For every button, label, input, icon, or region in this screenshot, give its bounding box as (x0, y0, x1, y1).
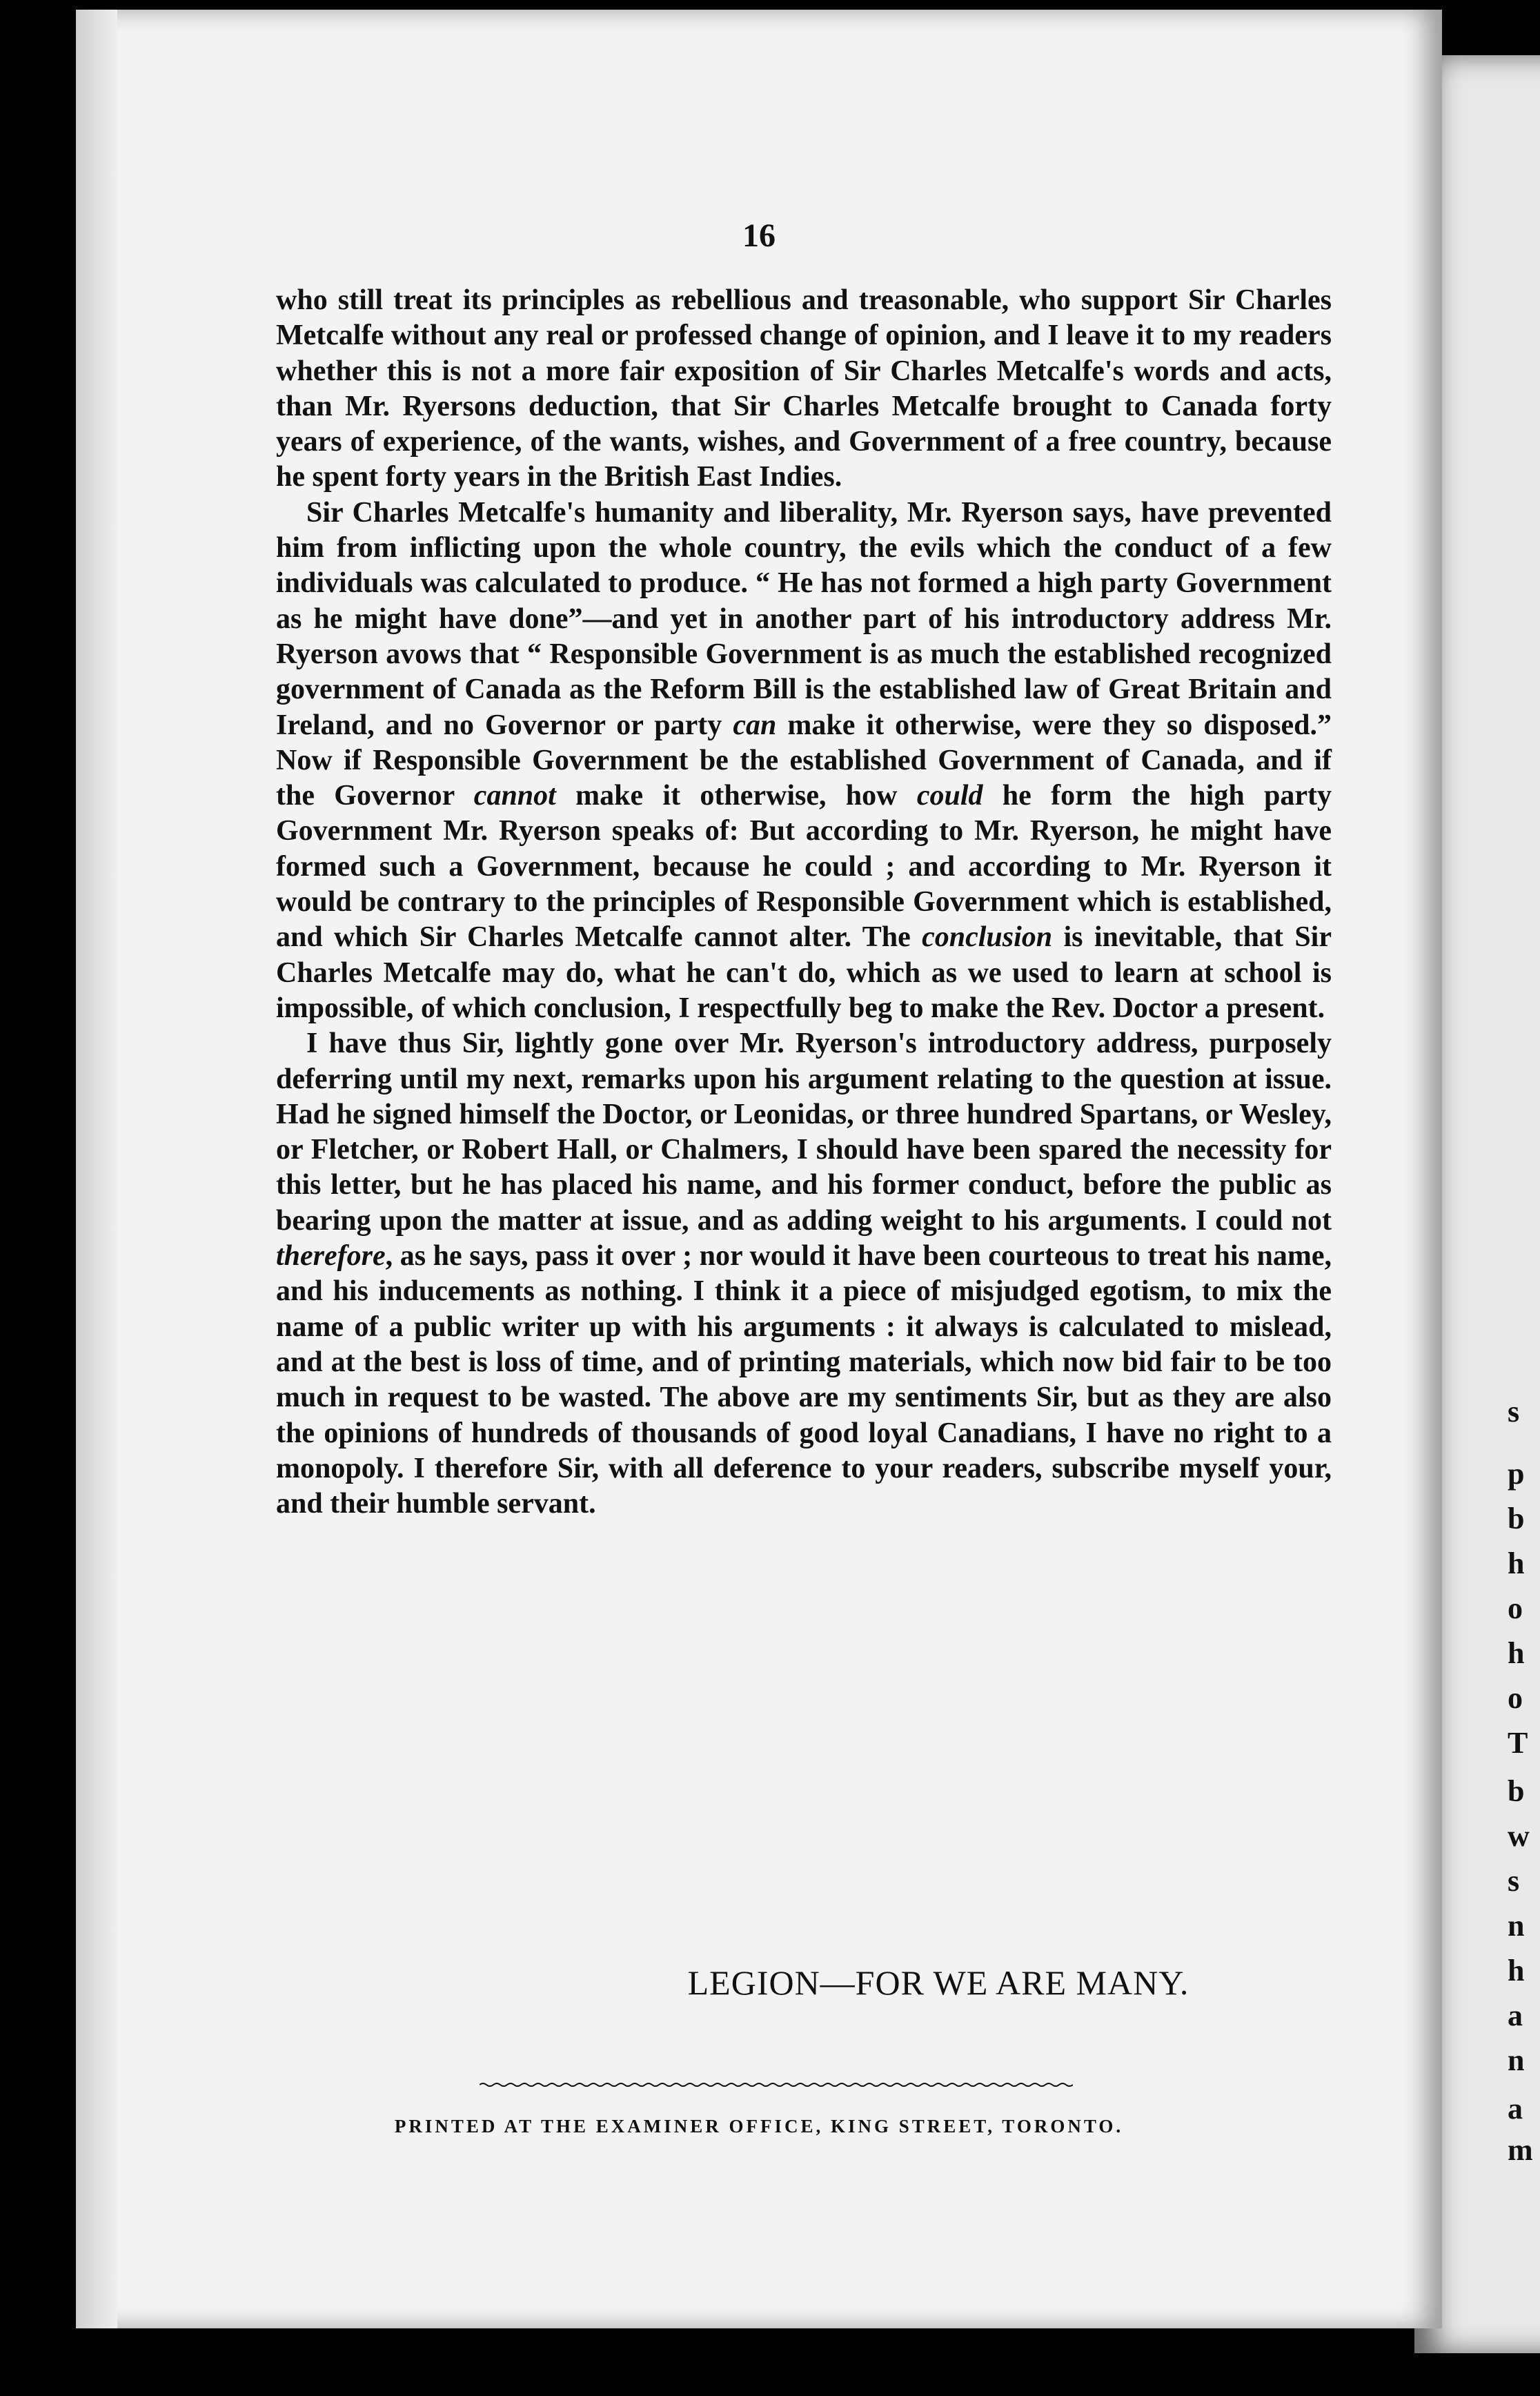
book-page (76, 10, 1442, 2328)
facing-page-letter: m (1508, 2133, 1533, 2167)
signature: LEGION—FOR WE ARE MANY. (687, 1963, 1189, 2002)
facing-page-letter: n (1508, 2043, 1525, 2077)
facing-page-letter: o (1508, 1681, 1523, 1715)
facing-page-letter: n (1508, 1909, 1525, 1943)
facing-page-letter: h (1508, 1954, 1525, 1987)
facing-page-letter: o (1508, 1591, 1523, 1625)
facing-page-letter: s (1508, 1395, 1520, 1428)
paragraph-closing: I have thus Sir, lightly gone over Mr. Ryerson's introductory address, purposely deferring until my next, remarks upon his argument relating to the question at issue. Had he signed himself the Doctor, or Leonidas, or three hundred Spartans, or Wesley, or Fletcher, or Robert Hall, or Chalmers, I should have been spared the necessity for this letter, but he has placed his name, and his former conduct, before the public as bearing upon the matter at issue, and as adding weight to his arguments. I could not therefore, as he says, pass it over ; nor would it have been courteous to treat his name, and his inducements as nothing. I think it a piece of misjudged egotism, to mix the name of a public writer up with his arguments : it always is calculated to mislead, and at the best is loss of time, and of printing materials, which now bid fair to be too much in request to be wasted. The above are my sentiments Sir, but as they are also the opinions of hundreds of thousands of good loyal Canadians, I have no right to a monopoly. I therefore Sir, with all deference to your readers, subscribe myself your, and their humble servant. (276, 1028, 1332, 1520)
decorative-wavy-rule (480, 2082, 1073, 2088)
page-number: 16 (742, 217, 776, 254)
facing-page-letter: w (1508, 1819, 1530, 1853)
facing-page-letter: a (1508, 1999, 1523, 2032)
body-text (276, 283, 1332, 1522)
printer-imprint: PRINTED AT THE EXAMINER OFFICE, KING STREET, TORONTO. (394, 2116, 1124, 2137)
paragraph-metcalfe-humanity: Sir Charles Metcalfe's humanity and liberality, Mr. Ryerson says, have prevented him from inflicting upon the whole country, the evils which the conduct of a few individuals was calculated to produce. “ He has not formed a high party Government as he might have done”—and yet in another part of his introductory address Mr. Ryerson avows that “ Responsible Government is as much the established recognized government of Canada as the Reform Bill is the established law of Great Britain and Ireland, and no Governor or party can make it otherwise, were they so disposed.” Now if Responsible Government be the established Government of Canada, and if the Governor cannot make it otherwise, how could he form the high party Government Mr. Ryerson speaks of: But according to Mr. Ryerson, he might have formed such a Government, because he could ; and according to Mr. Ryerson it would be contrary to the principles of Responsible Government which is established, and which Sir Charles Metcalfe cannot alter. The conclusion is inevitable, that Sir Charles Metcalfe may do, what he can't do, which as we used to learn at school is impossible, of which conclusion, I respectfully beg to make the Rev. Doctor a present. (276, 496, 1332, 1024)
paragraph-continuation: who still treat its principles as rebellious and treasonable, who support Sir Charles Metcalfe without any real or professed change of opinion, and I leave it to my readers whether this is not a more fair exposition of Sir Charles Metcalfe's words and acts, than Mr. Ryersons deduction, that Sir Charles Metcalfe brought to Canada forty years of experience, of the wants, wishes, and Government of a free country, because he spent forty years in the British East Indies. (276, 284, 1332, 493)
facing-page-letter: p (1508, 1457, 1525, 1491)
facing-page-letter: h (1508, 1546, 1525, 1580)
facing-page-letter: b (1508, 1774, 1525, 1808)
facing-page-letter: T (1508, 1726, 1528, 1760)
facing-page-letter: b (1508, 1502, 1525, 1535)
facing-page-letter: h (1508, 1636, 1525, 1670)
facing-page-letter: a (1508, 2092, 1523, 2125)
facing-page-letter: s (1508, 1864, 1520, 1898)
